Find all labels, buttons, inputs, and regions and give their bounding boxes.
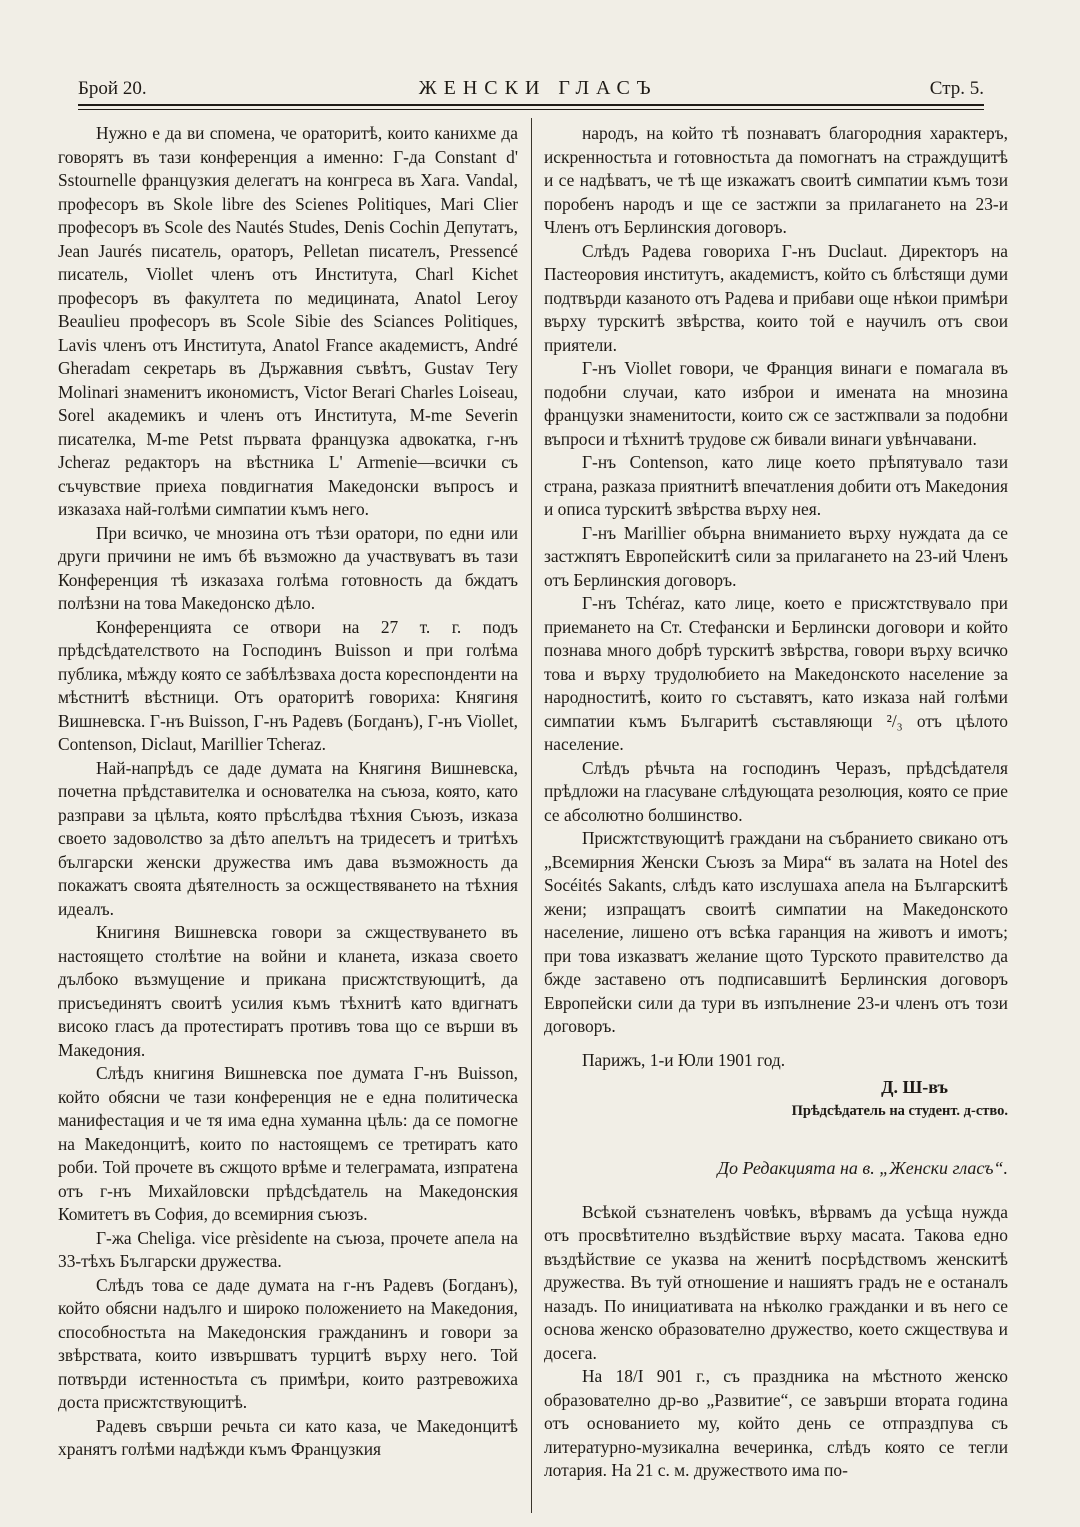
paragraph: Присжтствующитѣ граждани на събранието свикано отъ „Всемирния Женски Съюзъ за Мира“ въ залата на Hotel des Socéités Sakants, слѣдъ като изслушаха апела на Българскитѣ жени; изпращатъ своитѣ симпатии на Македонското население, лишено отъ всѣка гаранция на животъ и имотъ; при това изказватъ желание щото Турското правителство да бжде заставено отъ подписавшитѣ Берлинския договоръ Европейски сили да тури въ изпълнение 23-и членъ отъ този договоръ. — [544, 828, 1008, 1036]
masthead-title: ЖЕНСКИ ГЛАСЪ — [418, 77, 658, 99]
paragraph: Радевъ свърши речьта си като каза, че Македонцитѣ хранятъ голѣми надѣжди къмъ Французкия — [58, 1415, 518, 1459]
dateline: Парижъ, 1-и Юли 1901 год. — [582, 1049, 786, 1070]
paragraph: Конференцията се отвори на 27 т. г. подъ прѣдсѣдателството на Господинъ Buisson и при голѣма публика, мѣжду която се забѣлѣзваха доста кореспонденти на мѣстнитѣ вѣстници. Отъ ораторитѣ говориха: Княгиня Вишневска. Г-нъ Buisson, Г-нъ Радевъ (Богданъ), Г-нъ Viollet, Contenson, Diclaut, Marillier Tcheraz. — [58, 616, 518, 754]
paragraph: Слѣдъ това се даде думата на г-нъ Радевъ (Богданъ), който обясни надълго и широко положението на Македония, способностьта на Македонския гражданинъ и говори за звѣрствата, които извършватъ турцитѣ върху него. Той потвърди истенностьта съ примѣри, които разтревожиха доста присжтствующитѣ. — [58, 1274, 518, 1412]
paragraph: Г-нъ Tchéraz, като лице, което е присжтствувало при приемането на Ст. Стефански и Берлински договори и който познава много добрѣ турскитѣ звѣрства, говори върху всичко това и върху трудолюбието на Македонското население за народноститѣ, които го съставятъ, като изказа най голѣми симпатии къмъ Българитѣ съставляющи ²/₃ отъ цѣлото население. — [544, 593, 1008, 754]
header-rule — [78, 104, 984, 110]
paragraph: Г-нъ Viollet говори, че Франция винаги е помагала въ подобни случаи, като изброи и имената на мнозина французки знаменитости, които сж се застжпвали за подобни въпроси и тѣхнитѣ трудове сж бивали винаги увѣнчавани. — [544, 358, 1008, 449]
paragraph: Слѣдъ книгиня Вишневска пое думата Г-нъ Buisson, който обясни че тази конференция не е една политическа манифестация и че тя има една хуманна цѣль: да се помогне на Македонцитѣ, които по настоящемъ се третиратъ като роби. Той прочете въ сжщото врѣме и телеграмата, изпратена отъ г-нъ Михайловски прѣдсѣдатель на Македонския Комитетъ въ София, до всемирния съюзъ. — [58, 1063, 518, 1224]
paragraph: На 18/I 901 г., съ праздника на мѣстното женско образователно др-во „Развитие“, се завърши втората година отъ основанието му, който день се отпраздпува съ литературно-музикална вечеринка, слѣдъ която се тегли лотария. На 21 с. м. дружеството има по- — [544, 1366, 1008, 1480]
paragraph: Нужно е да ви спомена, че ораторитѣ, които канихме да говорятъ въ тази конференция а именно: Г-да Constant d' Sstournelle французкия делегатъ на конгреса въ Хага. Vandal, професоръ въ Skole libre des Scienes Politiques, Mari Clier професоръ въ Scole des Nautés Studes, Denis Cochin Депутатъ, Jean Jaurés писатель, ораторъ, Pelletan писателъ, Pressencé писатель, Viollet членъ отъ Института, Charl Kichet професоръ въ факултета по медицината, Anatol Leroy Beaulieu професоръ въ Scole Sibie des Sciances Politiques, Lavis членъ отъ Института, Anatol France академистъ, André Gheradam секретарь въ Държавния съвѣтъ, Gustav Tery Molinari знаменитъ икономистъ, Victor Berari Charles Loiseau, Sorel академикъ и членъ отъ Института, M-me Severin писателка, M-me Petst първата французка адвокатка, г-нъ Jcheraz редакторъ на вѣстника L' Armenie—всички съ съчувствие приеха повдигнатия Македонски въпросъ и изказаха най-голѣми симпатии къмъ него. — [58, 123, 518, 519]
paragraph: При всичко, че мнозина отъ тѣзи оратори, по едни или други причини не имъ бѣ възможно да участвуватъ въ тази Конференция тѣ изказаха голѣма готовность да бждатъ полѣзни на това Македонско дѣло. — [58, 522, 518, 613]
paragraph: Г-жа Cheliga. vice prèsidente на съюза, прочете апела на 33-тѣхъ Български дружества. — [58, 1227, 518, 1271]
signature: Д. Ш-въ — [881, 1077, 948, 1097]
issue-number: Брой 20. — [78, 78, 147, 99]
page-header — [78, 70, 984, 100]
signature-role: Прѣдсѣдатель на студент. д-ство. — [791, 1102, 1008, 1119]
paragraph: Всѣкой съзнателенъ човѣкъ, вѣрвамъ да усѣща нужда отъ просвѣтително въздѣйствие върху масата. Такова едно въздѣйствие се указва на женитѣ посрѣдствомъ женскитѣ дружества. Въ туй отношение и нашиятъ градъ не е останалъ назадъ. По инициативата на нѣколко гражданки и въ него се основа женско образователно дружество, което сжществува и досега. — [544, 1201, 1008, 1363]
column-divider — [531, 118, 532, 1513]
page-number: Стр. 5. — [929, 78, 984, 99]
section-title: До Редакцията на в. „Женски гласъ“. — [717, 1158, 1008, 1178]
paragraph: Г-нъ Marillier обърна вниманието върху нуждата да се застжпятъ Европейскитѣ сили за прилагането на 23-ий Членъ отъ Берлинския договоръ. — [544, 522, 1008, 590]
paragraph: Слѣдъ Радева говориха Г-нъ Duclaut. Директоръ на Пастеоровия институтъ, академистъ, който съ блѣстящи думи подтвърди казаното отъ Радева и прибави още нѣкои примѣри върху турскитѣ звѣрства, които той е научилъ отъ свои приятели. — [544, 240, 1008, 355]
left-column — [58, 122, 518, 1462]
paragraph: Най-напрѣдъ се даде думата на Княгиня Вишневска, почетна прѣдставителка и основателка на съюза, която, като разправи за цѣльта, която прѣслѣдва тѣхния Съюзъ, изказа своето задоволство за дѣто апелътъ на тридесетъ и тритѣхъ български женски дружества имъ дава възможность да покажатъ своята дѣятелность за осжществяването на тѣхния идеалъ. — [58, 757, 518, 919]
paragraph: народъ, на който тѣ познаватъ благородния характеръ, искренностьта и готовностьта да помогнатъ на страждущитѣ и се надѣватъ, че тѣ ще изкажатъ своитѣ симпатии къмъ този поробенъ народъ и ще се застжпи за прилагането на 23-и Членъ отъ Берлинския договоръ. — [544, 123, 1008, 237]
paragraph: Слѣдъ рѣчьта на господинъ Черазъ, прѣдсѣдателя прѣдложи на гласуване слѣдующата резолюция, която се прие се абсолютно болшинство. — [544, 757, 1008, 825]
paragraph: Книгиня Вишневска говори за сжществуването въ настоящето столѣтие на войни и кланета, изказа своето дълбоко възмущение и прикана присжтствующитѣ, да присъединятъ своитѣ усилия къмъ тѣхнитѣ като вдигнатъ високо гласъ да протестиратъ противъ това що се върши въ Македония. — [58, 922, 518, 1060]
right-column — [544, 122, 1008, 1483]
paragraph: Г-нъ Contenson, като лице което прѣпятувало тази страна, разказа приятнитѣ впечатления добити отъ Македония и описа турскитѣ звѣрства върху нея. — [544, 452, 1008, 519]
